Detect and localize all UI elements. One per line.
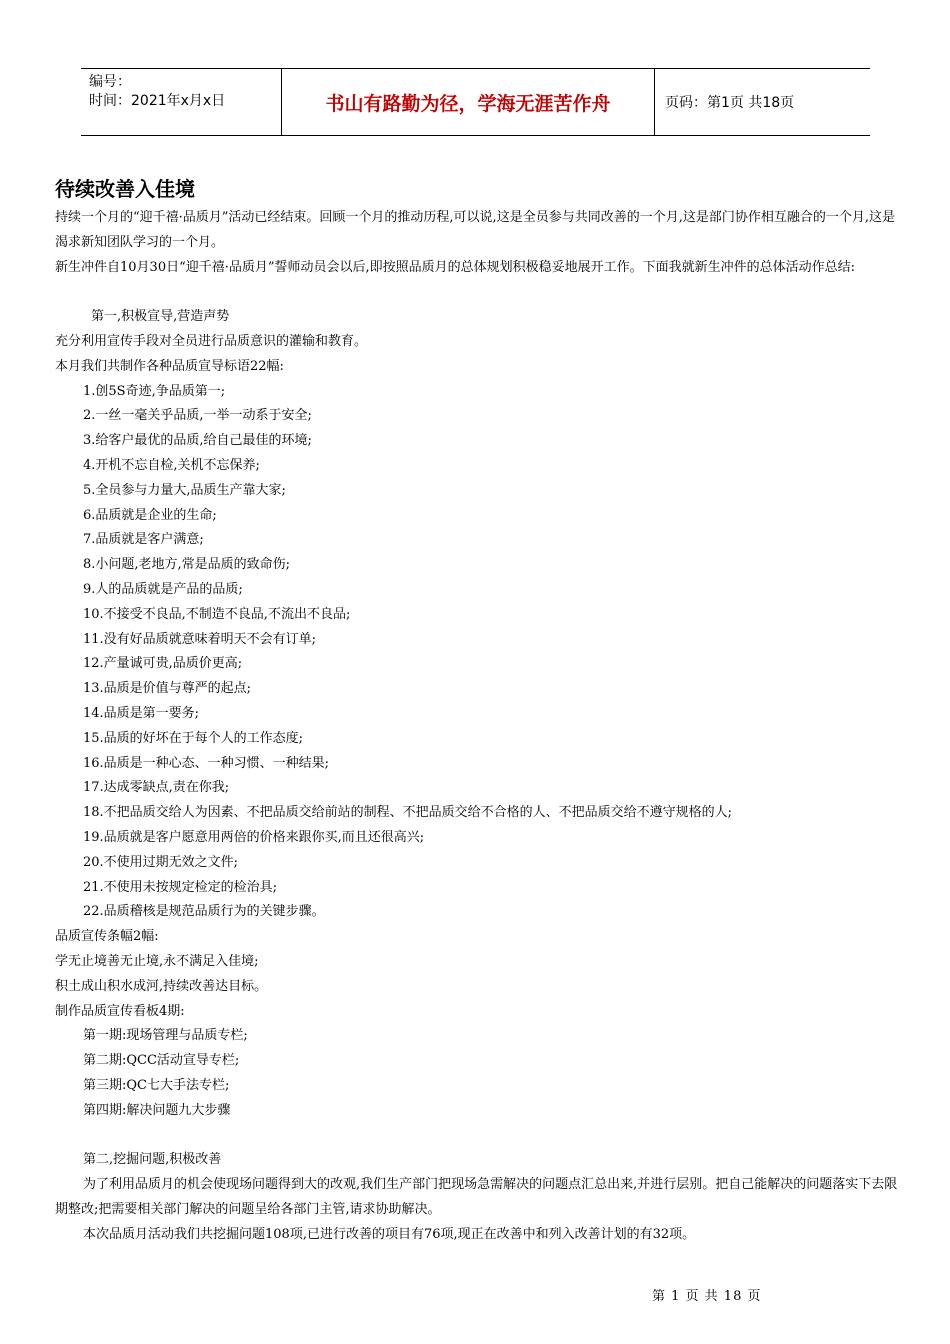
slogan-item: 9.人的品质就是产品的品质; bbox=[83, 581, 243, 597]
slogan-item: 10.不接受不良品,不制造不良品,不流出不良品; bbox=[83, 606, 351, 622]
section1-lead: 充分利用宣传手段对全员进行品质意识的灌输和教育。 bbox=[55, 333, 368, 349]
header-motto: 书山有路勤为径，学海无涯苦作舟 bbox=[282, 69, 655, 135]
slogan-item: 12.产量诚可贵,品质价更高; bbox=[83, 656, 243, 672]
slogan-item: 6.品质就是企业的生命; bbox=[83, 507, 217, 523]
slogan-item: 17.达成零缺点,责在你我; bbox=[83, 780, 230, 796]
banner-lead: 品质宣传条幅2幅: bbox=[55, 929, 159, 945]
spacer bbox=[55, 280, 900, 305]
header-info-cell bbox=[81, 69, 282, 135]
intro-paragraph: 新生冲件自10月30日“迎千禧·品质月”誓师动员会以后,即按照品质月的总体规划积极稳妥地展开工作。下面我就新生冲件的总体活动作总结: bbox=[55, 259, 856, 275]
document-body bbox=[55, 206, 900, 1247]
banner-item: 学无止境善无止境,永不满足入佳境; bbox=[55, 953, 259, 969]
slogan-item: 7.品质就是客户满意; bbox=[83, 532, 204, 548]
slogan-item: 21.不使用未按规定检定的检治具; bbox=[83, 879, 278, 895]
time-label: 时间：2021年x月x日 bbox=[89, 93, 226, 109]
document-title: 待续改善入佳境 bbox=[55, 177, 195, 201]
slogan-item: 11.没有好品质就意味着明天不会有订单; bbox=[83, 631, 317, 647]
slogan-item: 1.创5S奇迹,争品质第一; bbox=[83, 383, 226, 399]
slogan-item: 5.全员参与力量大,品质生产靠大家; bbox=[83, 482, 286, 498]
board-item: 第三期:QC七大手法专栏; bbox=[83, 1077, 230, 1093]
slogan-item: 15.品质的好坏在于每个人的工作态度; bbox=[83, 730, 304, 746]
spacer bbox=[55, 1123, 900, 1148]
slogan-item: 2.一丝一毫关乎品质,一举一动系于安全; bbox=[83, 408, 312, 424]
slogan-item: 16.品质是一种心态、一种习惯、一种结果; bbox=[83, 755, 330, 771]
intro-paragraph: 持续一个月的“迎千禧·品质月”活动已经结束。回顾一个月的推动历程,可以说,这是全员参与共同改善的一个月,这是部门协作相互融合的一个月,这是渴求新知团队学习的一个月。 bbox=[55, 210, 895, 250]
slogan-item: 20.不使用过期无效之文件; bbox=[83, 854, 239, 870]
slogan-item: 18.不把品质交给人为因素、不把品质交给前站的制程、不把品质交给不合格的人、不把品质交给不遵守规格的人; bbox=[83, 805, 733, 821]
section1-heading: 第一,积极宣导,营造声势 bbox=[91, 309, 230, 325]
slogan-item: 13.品质是价值与尊严的起点; bbox=[83, 681, 252, 697]
slogan-item: 8.小问题,老地方,常是品质的致命伤; bbox=[83, 557, 291, 573]
slogan-item: 4.开机不忘自检,关机不忘保养; bbox=[83, 457, 260, 473]
board-item: 第四期:解决问题九大步骤 bbox=[83, 1102, 231, 1118]
section2-paragraph: 为了利用品质月的机会使现场问题得到大的改观,我们生产部门把现场急需解决的问题点汇总出来,并进行层别。把自己能解决的问题落实下去限期整改;把需要相关部门解决的问题呈给各部门主管,请求协助解决。 bbox=[55, 1177, 898, 1217]
board-lead: 制作品质宣传看板4期: bbox=[55, 1003, 185, 1019]
slogan-item: 14.品质是第一要务; bbox=[83, 705, 200, 721]
number-label: 编号： bbox=[89, 74, 131, 90]
section2-paragraph: 本次品质月活动我们共挖掘问题108项,已进行改善的项目有76项,现正在改善中和列入改善计划的有32项。 bbox=[83, 1226, 696, 1242]
board-item: 第二期:QCC活动宣导专栏; bbox=[83, 1053, 240, 1069]
banner-item: 积土成山积水成河,持续改善达目标。 bbox=[55, 978, 268, 994]
slogan-list bbox=[55, 380, 900, 926]
header-page-label: 页码：第1页 共18页 bbox=[665, 95, 795, 111]
slogan-item: 22.品质稽核是规范品质行为的关键步骤。 bbox=[83, 904, 325, 920]
slogan-item: 19.品质就是客户愿意用两倍的价格来跟你买,而且还很高兴; bbox=[83, 829, 425, 845]
page-footer: 第 1 页 共 18 页 bbox=[652, 1289, 762, 1304]
page-header bbox=[81, 68, 870, 136]
section1-lead: 本月我们共制作各种品质宣导标语22幅: bbox=[55, 358, 284, 374]
slogan-item: 3.给客户最优的品质,给自己最佳的环境; bbox=[83, 433, 312, 449]
board-item: 第一期:现场管理与品质专栏; bbox=[83, 1028, 248, 1044]
section2-heading: 第二,挖掘问题,积极改善 bbox=[83, 1152, 222, 1168]
